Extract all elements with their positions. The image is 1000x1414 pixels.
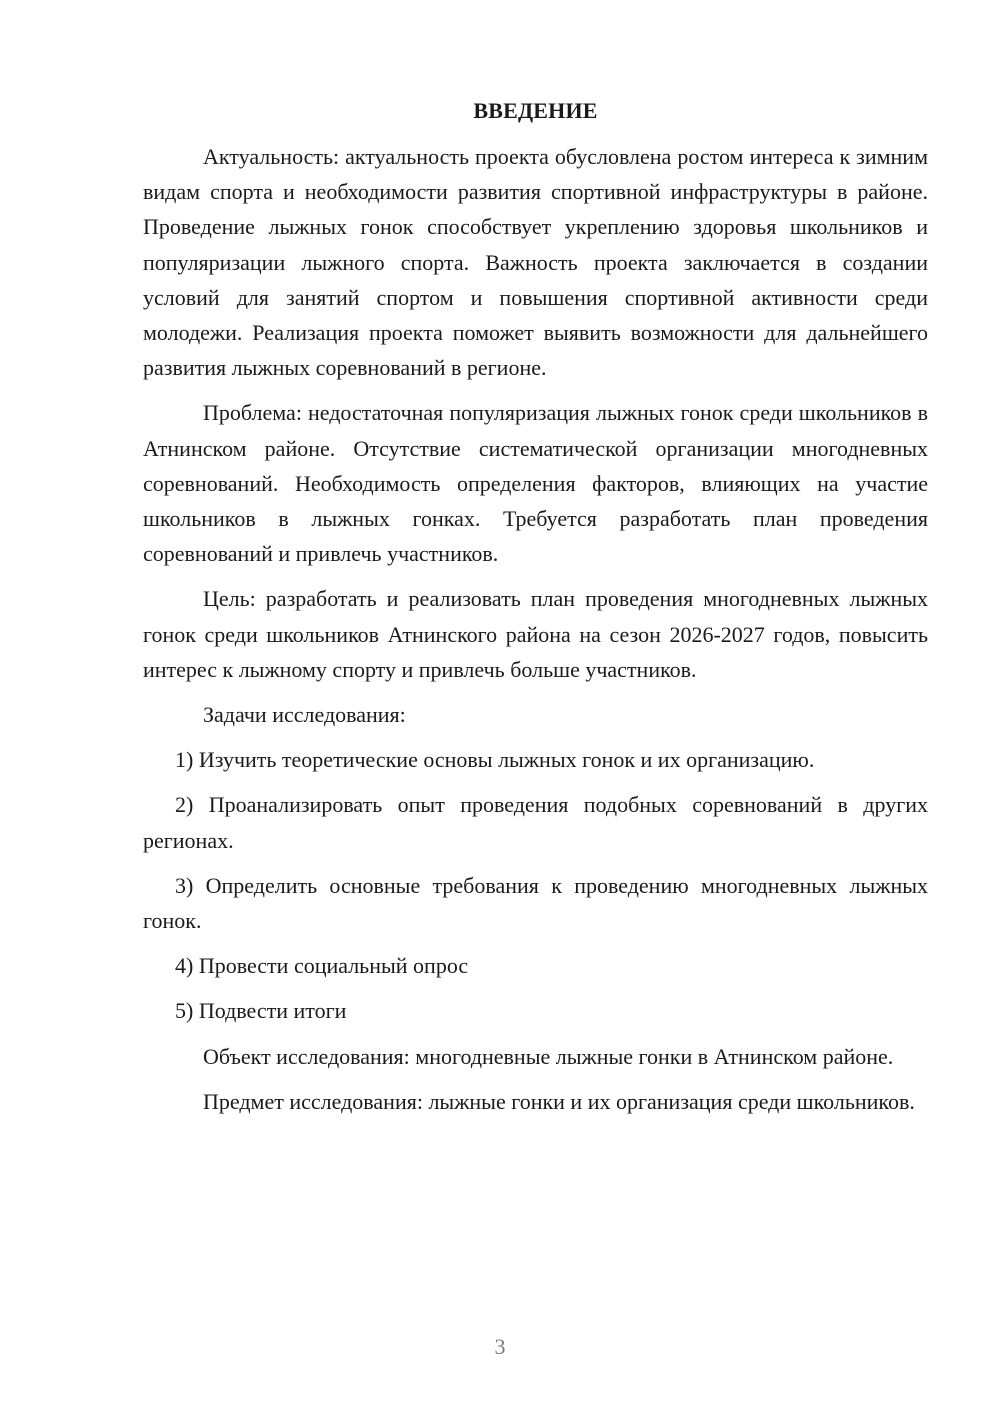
list-item-task-1: 1) Изучить теоретические основы лыжных гонок и их организацию. (175, 747, 815, 773)
paragraph-object: Объект исследования: многодневные лыжные гонки в Атнинском районе. (203, 1043, 894, 1069)
list-item-task-4: 4) Провести социальный опрос (175, 953, 469, 979)
document-page (143, 95, 928, 1129)
list-item-task-5: 5) Подвести итоги (175, 998, 347, 1024)
list-item-task-3: 3) Определить основные требования к проведению многодневных лыжных гонок. (143, 872, 928, 934)
paragraph-problem: Проблема: недостаточная популяризация лыжных гонок среди школьников в Атнинском районе. Отсутствие систематической организации многодневных соревнований. Необходимость определения факторов, влияющих на участие школьников в лыжных гонках. Требуется разработать план проведения соревнований и привлечь участников. (143, 400, 928, 567)
paragraph-tasks-heading: Задачи исследования: (203, 702, 406, 728)
page-title: ВВЕДЕНИЕ (473, 98, 598, 123)
paragraph-relevance: Актуальность: актуальность проекта обусловлена ростом интереса к зимним видам спорта и необходимости развития спортивной инфраструктуры в районе. Проведение лыжных гонок способствует укреплению здоровья школьников и популяризации лыжного спорта. Важность проекта заключается в создании условий для занятий спортом и повышения спортивной активности среди молодежи. Реализация проекта поможет выявить возможности для дальнейшего развития лыжных соревнований в регионе. (143, 144, 928, 381)
paragraph-subject: Предмет исследования: лыжные гонки и их организация среди школьников. (203, 1088, 915, 1114)
paragraph-goal: Цель: разработать и реализовать план проведения многодневных лыжных гонок среди школьников Атнинского района на сезон 2026-2027 годов, повысить интерес к лыжному спорту и привлечь больше участников. (143, 586, 928, 682)
list-item-task-2: 2) Проанализировать опыт проведения подобных соревнований в других регионах. (143, 792, 928, 853)
page-number: 3 (494, 1334, 506, 1359)
